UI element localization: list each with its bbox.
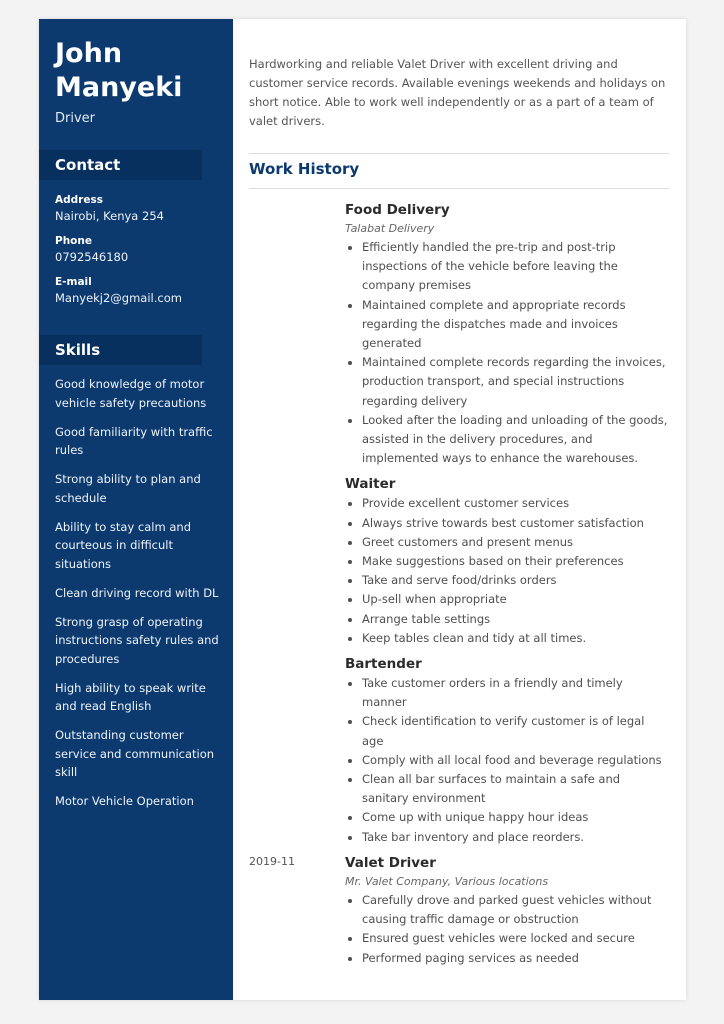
job-body (345, 474, 669, 648)
job-duty: • Take and serve food/drinks orders (362, 571, 669, 590)
sidebar (39, 19, 233, 1000)
job-duty: • Greet customers and present menus (362, 533, 669, 552)
job-company: Talabat Delivery (345, 222, 435, 235)
job-body (345, 853, 669, 968)
job-duty: • Always strive towards best customer satisfaction (362, 514, 669, 533)
last-name: Manyeki (55, 72, 183, 103)
divider (249, 188, 669, 189)
contact-address (55, 193, 225, 225)
person-name (55, 37, 225, 105)
skill-item: Ability to stay calm and courteous in difficult situations (55, 519, 191, 571)
job-entry (249, 853, 669, 968)
contact-phone (55, 234, 225, 266)
job-duties (345, 674, 669, 847)
job-entry (249, 200, 669, 468)
job-duties (345, 238, 669, 468)
job-body (345, 200, 669, 468)
skills-heading: Skills (39, 335, 202, 365)
skill-item: Motor Vehicle Operation (55, 794, 194, 808)
job-company: Mr. Valet Company, Various locations (345, 874, 549, 888)
resume-page (39, 19, 686, 1000)
job-duty: • Looked after the loading and unloading of the goods, assisted in the delivery procedures, and implemented ways to enhance the warehouses. (362, 411, 669, 469)
contact-value: Nairobi, Kenya 254 (55, 209, 164, 223)
skill-item: High ability to speak write and read English (55, 680, 206, 713)
job-body (345, 654, 669, 847)
job-duty: • Take customer orders in a friendly and timely manner (362, 674, 669, 712)
job-entry (249, 654, 669, 847)
job-duty: • Performed paging services as needed (362, 949, 669, 968)
contact-value: 0792546180 (55, 250, 129, 264)
job-title: Waiter (345, 476, 396, 493)
job-duty: • Make suggestions based on their preferences (362, 552, 669, 571)
person-title: Driver (55, 111, 96, 126)
job-duties (345, 494, 669, 648)
divider (249, 153, 669, 154)
job-duty: • Clean all bar surfaces to maintain a safe and sanitary environment (362, 770, 669, 808)
job-duty: • Efficiently handled the pre-trip and post-trip inspections of the vehicle before leaving the company premises (362, 238, 669, 296)
job-duty: • Comply with all local food and beverage regulations (362, 751, 669, 770)
skill-item: Good knowledge of motor vehicle safety precautions (55, 377, 207, 410)
work-history-list (249, 200, 669, 974)
job-duty: • Arrange table settings (362, 610, 669, 629)
contact-value: Manyekj2@gmail.com (55, 291, 182, 305)
skill-item: Good familiarity with traffic rules (55, 424, 213, 457)
job-date: 2019-11 (249, 854, 295, 868)
contact-email (55, 275, 225, 307)
job-duty: • Come up with unique happy hour ideas (362, 808, 669, 827)
contact-label: E-mail (55, 276, 92, 288)
job-duties (345, 891, 669, 968)
work-history-heading: Work History (249, 160, 360, 178)
job-entry (249, 474, 669, 648)
job-duty: • Ensured guest vehicles were locked and secure (362, 929, 669, 948)
job-duty: • Take bar inventory and place reorders. (362, 828, 669, 847)
job-title: Food Delivery (345, 202, 450, 218)
job-duty: • Maintained complete records regarding the invoices, production transport, and special instructions regarding delivery (362, 353, 669, 411)
first-name: John (55, 38, 123, 69)
skill-item: Outstanding customer service and communication skill (55, 728, 215, 779)
job-duty: • Maintained complete and appropriate records regarding the dispatches made and invoices generated (362, 296, 669, 354)
job-duty: • Up-sell when appropriate (362, 590, 669, 609)
contact-heading: Contact (39, 150, 202, 180)
contact-label: Phone (55, 235, 92, 247)
job-duty: • Provide excellent customer services (362, 494, 669, 513)
job-duty: • Keep tables clean and tidy at all times. (362, 629, 669, 648)
skills-list (55, 375, 221, 821)
contact-list (55, 193, 225, 316)
skill-item: Strong ability to plan and schedule (55, 472, 201, 505)
summary: Hardworking and reliable Valet Driver with excellent driving and customer service records. Available evenings weekends and holidays on short notice. Able to work well independently or as a part of a team of valet drivers. (249, 57, 666, 128)
skill-item: Strong grasp of operating instructions safety rules and procedures (55, 614, 219, 666)
job-duty: • Check identification to verify customer is of legal age (362, 712, 669, 750)
skill-item: Clean driving record with DL (55, 585, 219, 600)
job-title: Valet Driver (345, 854, 436, 871)
job-duty: • Carefully drove and parked guest vehicles without causing traffic damage or obstruction (362, 891, 669, 929)
job-title: Bartender (345, 656, 422, 673)
contact-label: Address (55, 194, 103, 206)
